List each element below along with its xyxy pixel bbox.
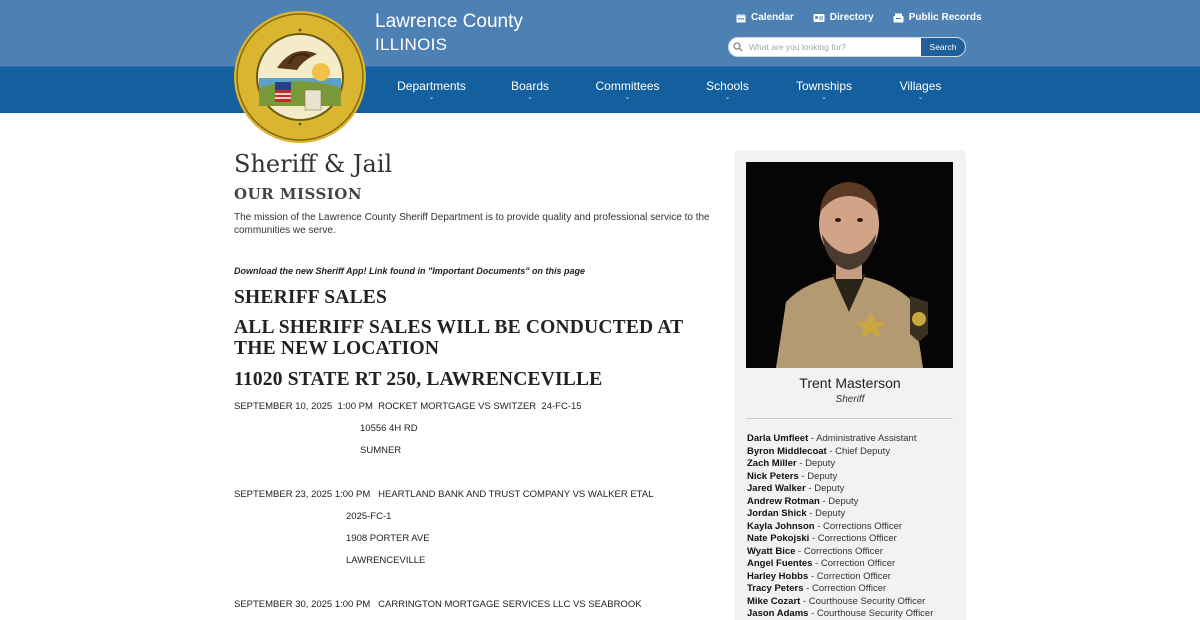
nav-committees-label: Committees xyxy=(595,78,660,93)
staff-row xyxy=(747,433,962,446)
staff-name: Kayla Johnson xyxy=(747,520,815,532)
staff-role: - Deputy xyxy=(819,495,859,507)
sheriff-name: Trent Masterson xyxy=(799,375,901,391)
sale-listing xyxy=(234,401,714,456)
sheriff-sales-heading: SHERIFF SALES xyxy=(234,287,388,308)
staff-row xyxy=(747,458,962,471)
records-icon xyxy=(893,13,904,23)
sale-line: SEPTEMBER 30, 2025 1:00 PM CARRINGTON MORTGAGE SERVICES LLC VS SEABROOK xyxy=(234,599,642,610)
calendar-icon xyxy=(736,13,746,23)
chevron-down-icon: ⌄ xyxy=(724,93,731,101)
new-location-heading: ALL SHERIFF SALES WILL BE CONDUCTED AT THE NEW LOCATION xyxy=(234,317,684,359)
mission-heading: OUR MISSION xyxy=(234,185,363,203)
staff-name: Byron Middlecoat xyxy=(747,445,827,457)
calendar-link-label: Calendar xyxy=(751,12,794,23)
staff-role: - Corrections Officer xyxy=(814,520,903,532)
staff-name: Harley Hobbs xyxy=(747,570,809,582)
staff-row xyxy=(747,446,962,459)
directory-icon xyxy=(813,13,825,23)
chevron-down-icon: ⌄ xyxy=(527,93,533,101)
staff-name: Andrew Rotman xyxy=(747,495,820,507)
site-subtitle: ILLINOIS xyxy=(375,35,448,54)
county-seal-logo[interactable] xyxy=(233,10,367,144)
staff-role: - Correction Officer xyxy=(803,583,887,594)
staff-row xyxy=(747,521,962,534)
header-band xyxy=(0,0,1200,66)
page-title: Sheriff & Jail xyxy=(234,150,393,178)
directory-link[interactable] xyxy=(813,12,874,23)
staff-row xyxy=(747,496,962,509)
staff-role: - Deputy xyxy=(806,508,846,519)
nav-villages-label: Villages xyxy=(899,78,942,93)
staff-name: Mike Cozart xyxy=(747,595,801,607)
staff-role: - Deputy xyxy=(796,458,836,469)
staff-row xyxy=(747,583,962,596)
search-bar xyxy=(728,37,966,57)
search-input[interactable] xyxy=(747,38,920,56)
staff-role: - Corrections Officer xyxy=(795,545,883,557)
staff-row xyxy=(747,533,962,546)
nav-boards[interactable] xyxy=(480,66,580,113)
nav-boards-label: Boards xyxy=(510,78,550,93)
nav-committees[interactable] xyxy=(580,66,675,113)
staff-row xyxy=(747,558,962,571)
nav-villages[interactable] xyxy=(868,66,973,113)
chevron-down-icon: ⌄ xyxy=(821,93,827,101)
staff-list xyxy=(747,433,962,620)
chevron-down-icon: ⌄ xyxy=(428,93,435,101)
sale-line: 2025-FC-1 xyxy=(346,511,392,522)
staff-name: Wyatt Bice xyxy=(747,545,796,557)
nav-schools[interactable] xyxy=(675,66,780,113)
sale-line: SEPTEMBER 10, 2025 1:00 PM ROCKET MORTGAGE VS SWITZER 24-FC-15 xyxy=(234,401,582,412)
sale-listing xyxy=(234,489,714,566)
nav-townships-label: Townships xyxy=(795,78,853,93)
staff-row xyxy=(747,546,962,559)
chevron-down-icon: ⌄ xyxy=(917,93,924,101)
public-records-link[interactable] xyxy=(893,12,982,23)
sheriff-title: Sheriff xyxy=(835,394,865,405)
site-title[interactable]: Lawrence County xyxy=(375,11,523,32)
staff-row xyxy=(747,608,962,620)
staff-name: Nate Pokojski xyxy=(747,533,810,544)
main-content xyxy=(234,148,714,610)
staff-role: - Correction Officer xyxy=(812,558,896,569)
mission-text: The mission of the Lawrence County Sheriff Department is to provide quality and professional service to the communities we serve. xyxy=(234,212,710,236)
staff-role: - Administrative Assistant xyxy=(808,433,917,444)
public-records-link-label: Public Records xyxy=(908,12,982,23)
staff-row xyxy=(747,471,962,484)
sale-line: 1908 PORTER AVE xyxy=(346,533,430,544)
utility-links xyxy=(736,12,1001,23)
nav-townships[interactable] xyxy=(780,66,868,113)
staff-name: Tracy Peters xyxy=(747,583,804,594)
divider xyxy=(746,418,953,419)
sale-line: 10556 4H RD xyxy=(360,423,418,434)
app-download-note: Download the new Sheriff App! Link found in "Important Documents" on this page xyxy=(234,266,586,276)
sheriff-sidebar xyxy=(734,150,966,620)
sale-line: SUMNER xyxy=(360,445,402,456)
staff-row xyxy=(747,483,962,496)
nav-departments[interactable] xyxy=(383,66,480,113)
directory-link-label: Directory xyxy=(829,12,874,23)
calendar-link[interactable] xyxy=(736,12,794,23)
sale-line: SEPTEMBER 23, 2025 1:00 PM HEARTLAND BANK AND TRUST COMPANY VS WALKER ETAL xyxy=(234,489,654,500)
main-nav xyxy=(383,66,973,113)
staff-name: Jason Adams xyxy=(747,608,809,619)
staff-row xyxy=(747,571,962,584)
staff-row xyxy=(747,596,962,609)
staff-role: - Courthouse Security Officer xyxy=(800,595,926,607)
search-icon xyxy=(729,38,747,56)
staff-name: Jared Walker xyxy=(747,483,806,494)
staff-role: - Courthouse Security Officer xyxy=(808,608,934,619)
sheriff-photo xyxy=(746,162,953,368)
staff-row xyxy=(747,508,962,521)
staff-role: - Correction Officer xyxy=(808,570,891,582)
staff-role: - Deputy xyxy=(805,483,845,494)
sale-listing xyxy=(234,599,714,610)
staff-name: Nick Peters xyxy=(747,470,799,482)
sale-line: LAWRENCEVILLE xyxy=(346,555,426,566)
chevron-down-icon: ⌄ xyxy=(624,93,631,101)
search-button[interactable]: Search xyxy=(920,38,965,56)
staff-role: - Corrections Officer xyxy=(809,533,897,544)
staff-name: Angel Fuentes xyxy=(747,558,813,569)
sale-address-heading: 11020 STATE RT 250, LAWRENCEVILLE xyxy=(234,369,603,390)
staff-name: Jordan Shick xyxy=(747,508,807,519)
staff-role: - Deputy xyxy=(798,470,838,482)
staff-role: - Chief Deputy xyxy=(826,445,891,457)
staff-name: Darla Umfleet xyxy=(747,433,809,444)
nav-schools-label: Schools xyxy=(706,78,749,93)
nav-departments-label: Departments xyxy=(397,78,466,93)
staff-name: Zach Miller xyxy=(747,458,797,469)
